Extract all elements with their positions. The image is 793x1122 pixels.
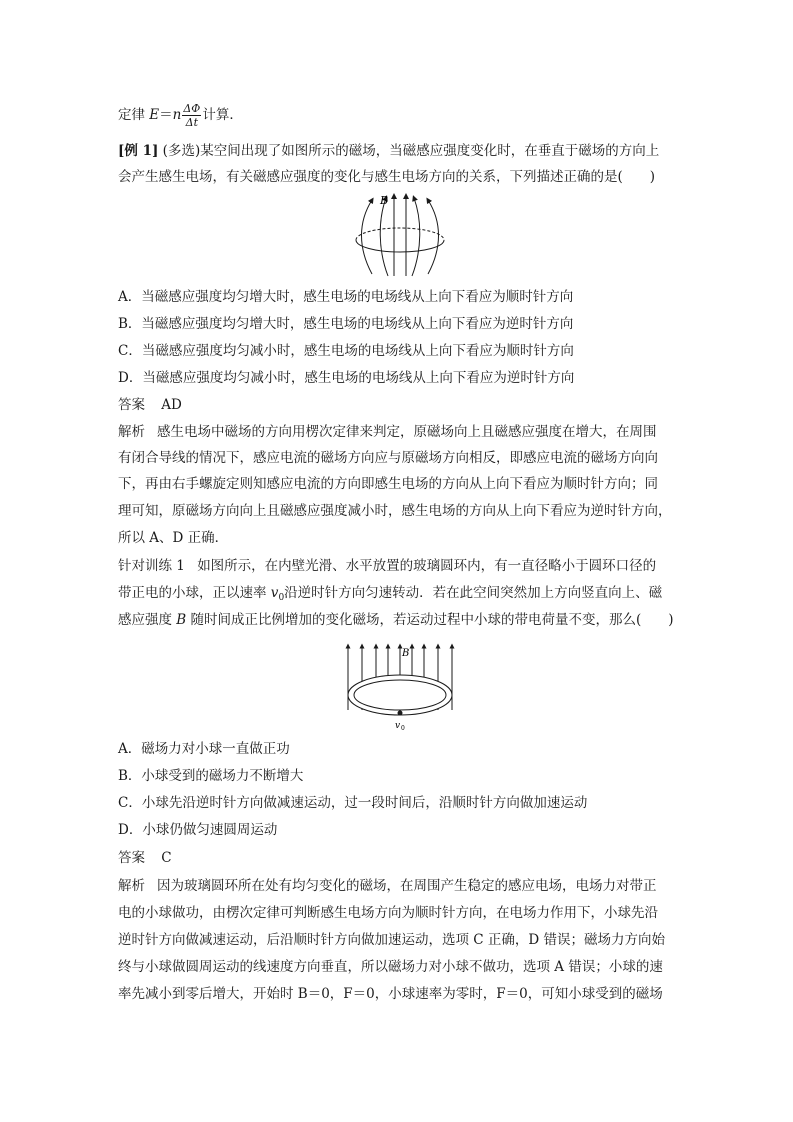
loop-back	[356, 228, 444, 240]
formula-e: E	[149, 107, 160, 123]
field-lines	[362, 196, 439, 276]
training1-option-c: C．小球先沿逆时针方向做减速运动，过一段时间后，沿顺时针方向做加速运动	[118, 795, 588, 811]
example1-analysis-line2: 有闭合导线的情况下，感应电流的磁场方向应与原磁场方向相反，即感应电流的磁场方向向	[118, 450, 658, 466]
figure1-label-b: B	[380, 194, 389, 207]
training1-analysis-text1: 因为玻璃圆环所在处有均匀变化的磁场，在周围产生稳定的感应电场，电场力对带正	[157, 878, 657, 894]
example1-figure	[350, 190, 450, 280]
training1-analysis-line3: 逆时针方向做减速运动，后沿顺时针方向做加速运动，选项 C 正确，D 错误；磁场力方向始	[118, 932, 666, 948]
field-line-left-outer	[362, 200, 373, 274]
figure2-label-b: B	[402, 648, 410, 659]
fraction-denominator: Δt	[185, 116, 199, 129]
formula-fraction	[182, 102, 201, 129]
example1-analysis-line5: 所以 A、D 正确．	[118, 530, 229, 546]
training1-analysis-line5: 率先减小到零后增大，开始时 B＝0，F＝0，小球速率为零时，F＝0，可知小球受到的磁场	[118, 986, 663, 1002]
training1-text3a: 感应强度	[118, 612, 177, 628]
training1-text3b: 随时间成正比例增加的变化磁场，若运动过程中小球的带电荷量不变，那么( )	[186, 612, 674, 628]
training1-answer-line	[118, 849, 683, 867]
field-line-right-inner	[412, 198, 420, 276]
intro-suffix: 计算．	[202, 107, 243, 123]
training1-line1	[118, 557, 683, 575]
example1-option-d: D．当磁感应强度均匀减小时，感生电场的电场线从上向下看应为逆时针方向	[118, 370, 575, 386]
field-line-left-inner	[380, 198, 388, 276]
training1-text1: 如图所示，在内壁光滑、水平放置的玻璃圆环内，有一直径略小于圆环口径的	[197, 558, 657, 574]
example1-text2: 会产生感生电场，有关磁感应强度的变化与感生电场方向的关系，下列描述正确的是( )	[118, 169, 656, 185]
formula-n: n	[172, 107, 182, 123]
training1-answer: C	[161, 850, 172, 866]
loop-front	[356, 240, 444, 252]
training1-line2	[118, 584, 683, 607]
field-line-right-outer	[428, 200, 439, 274]
example1-analysis-label: 解析	[118, 424, 145, 440]
training1-answer-label: 答案	[118, 850, 145, 866]
training1-option-d: D．小球仍做匀速圆周运动	[118, 822, 278, 838]
example1-analysis-line4: 理可知，原磁场方向向上且磁感应强度减小时，感生电场的方向从上向下看应为逆时针方向，	[118, 503, 672, 519]
training1-v0: v	[270, 585, 279, 601]
example1-analysis-line1	[118, 423, 683, 441]
training1-option-a: A．磁场力对小球一直做正功	[118, 741, 290, 757]
training1-text2a: 带正电的小球，正以速率	[118, 585, 271, 601]
training1-analysis-label: 解析	[118, 878, 145, 894]
training1-v0-sub: 0	[278, 593, 285, 603]
example1-answer-line	[118, 396, 683, 414]
charged-ball	[398, 711, 403, 716]
example1-option-c: C．当磁感应强度均匀减小时，感生电场的电场线从上向下看应为顺时针方向	[118, 343, 574, 359]
example1-answer: AD	[161, 397, 182, 413]
formula-equals: ＝	[159, 107, 173, 123]
induced-loop	[356, 228, 444, 252]
example1-answer-label: 答案	[118, 397, 145, 413]
training1-figure	[340, 640, 460, 732]
glass-ring	[348, 675, 452, 715]
intro-formula-line	[118, 102, 683, 129]
example1-option-a: A．当磁感应强度均匀增大时，感生电场的电场线从上向下看应为顺时针方向	[118, 289, 574, 305]
example1-analysis-line3: 下，再由右手螺旋定则知感应电流的方向即感生电场的方向从上向下看应为顺时针方向；同	[118, 476, 658, 492]
fraction-numerator: ΔΦ	[183, 102, 201, 115]
training1-option-b: B．小球受到的磁场力不断增大	[118, 768, 304, 784]
example1-tag: [例 1]	[118, 143, 159, 159]
example1-analysis-text1: 感生电场中磁场的方向用楞次定律来判定，原磁场向上且磁感应强度在增大，在周围	[157, 424, 657, 440]
figure2-label-v: v	[395, 721, 401, 731]
training1-analysis-line4: 终与小球做圆周运动的线速度方向垂直，所以磁场力对小球不做功，选项 A 错误；小球的速	[118, 959, 663, 975]
training1-line3	[118, 611, 683, 629]
example1-line2	[118, 168, 683, 186]
training1-analysis-line2: 电的小球做功，由楞次定律可判断感生电场方向为顺时针方向，在电场力作用下，小球先沿	[118, 905, 658, 921]
example1-option-b: B．当磁感应强度均匀增大时，感生电场的电场线从上向下看应为逆时针方向	[118, 316, 574, 332]
training1-tag: 针对训练 1	[118, 558, 185, 574]
training1-analysis-line1	[118, 877, 683, 895]
figure2-label-v-sub: 0	[401, 725, 405, 732]
example1-text1: (多选)某空间出现了如图所示的磁场，当磁感应强度变化时，在垂直于磁场的方向上	[162, 143, 660, 159]
example1-line1	[118, 142, 683, 160]
training1-b: B	[176, 612, 187, 628]
intro-prefix: 定律	[118, 107, 150, 123]
training1-text2b: 沿逆时针方向匀速转动．若在此空间突然加上方向竖直向上、磁	[284, 585, 663, 601]
